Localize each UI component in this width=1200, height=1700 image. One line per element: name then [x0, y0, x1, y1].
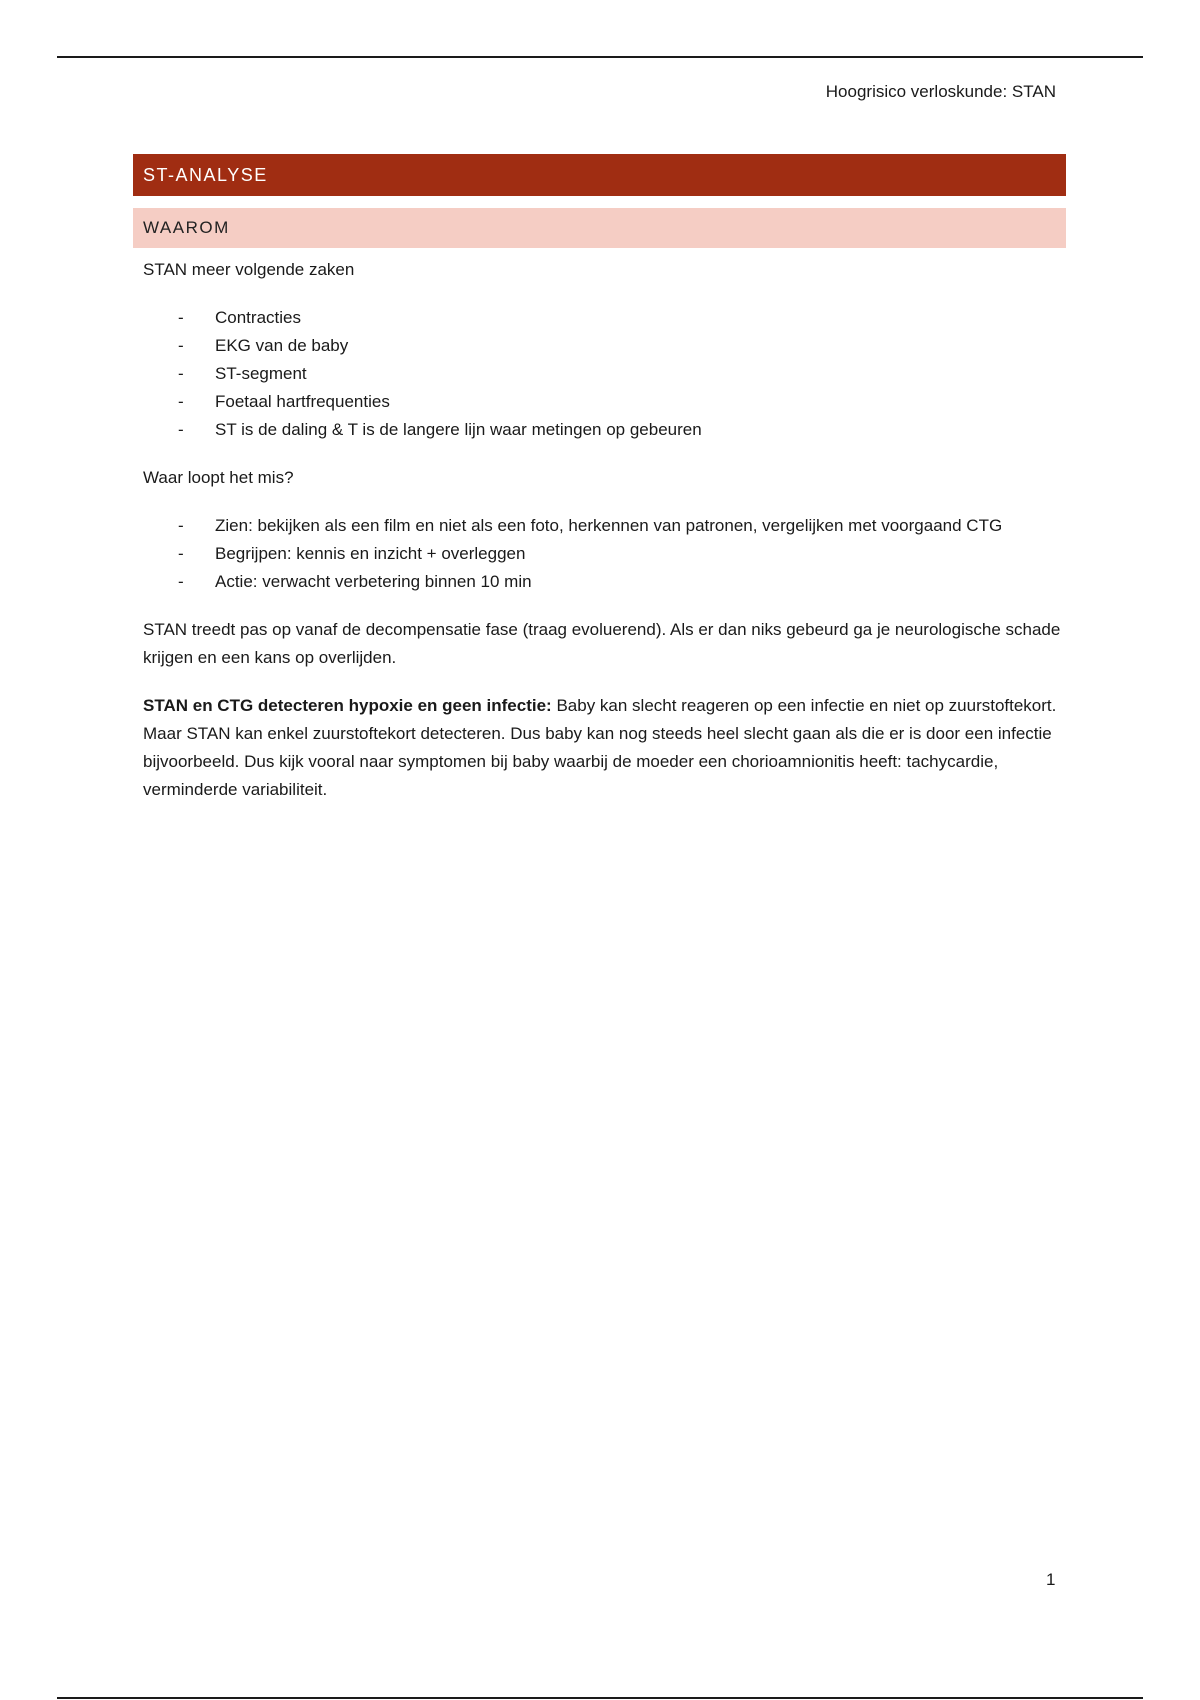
footer-rule	[57, 1697, 1143, 1699]
dash-bullet: -	[178, 308, 184, 327]
bullet-list-issues	[133, 512, 1066, 596]
list-item-text: Actie: verwacht verbetering binnen 10 min	[215, 572, 532, 591]
header-rule	[57, 56, 1143, 58]
list-item	[133, 388, 1066, 416]
list-item	[133, 540, 1066, 568]
question-paragraph: Waar loopt het mis?	[143, 468, 294, 487]
dash-bullet: -	[178, 392, 184, 411]
dash-bullet: -	[178, 364, 184, 383]
ctg-paragraph-body: Baby kan slecht reageren op een infectie en niet op zuurstoftekort. Maar STAN kan enkel zuurstoftekort detecteren. Dus baby kan nog steeds heel slecht gaan als die er is door een infectie bijvoorbeeld. Dus kijk vooral naar symptomen bij baby waarbij de moeder een chorioamnionitis heeft: tachycardie, verminderde variabiliteit.	[143, 696, 1057, 799]
list-item-text: Begrijpen: kennis en inzicht + overleggen	[215, 544, 526, 563]
stan-paragraph: STAN treedt pas op vanaf de decompensatie fase (traag evoluerend). Als er dan niks gebeurd ga je neurologische schade krijgen en een kans op overlijden.	[143, 620, 1061, 667]
intro-paragraph: STAN meer volgende zaken	[143, 260, 355, 279]
list-item	[133, 332, 1066, 360]
dash-bullet: -	[178, 544, 184, 563]
ctg-paragraph-lead: STAN en CTG detecteren hypoxie en geen infectie:	[143, 696, 552, 715]
list-item-text: ST is de daling & T is de langere lijn waar metingen op gebeuren	[215, 420, 702, 439]
section-heading: ST-ANALYSE	[133, 154, 1066, 196]
page-content	[133, 154, 1066, 804]
page-number: 1	[1046, 1570, 1056, 1589]
running-header: Hoogrisico verloskunde: STAN	[825, 82, 1056, 101]
dash-bullet: -	[178, 572, 184, 591]
list-item-text: Foetaal hartfrequenties	[215, 392, 390, 411]
list-item-text: Contracties	[215, 308, 301, 327]
list-item	[133, 304, 1066, 332]
list-item-text: Zien: bekijken als een film en niet als een foto, herkennen van patronen, vergelijken met voorgaand CTG	[215, 516, 1003, 535]
ctg-paragraph	[133, 692, 1066, 804]
dash-bullet: -	[178, 336, 184, 355]
list-item	[133, 568, 1066, 596]
dash-bullet: -	[178, 516, 184, 535]
list-item	[133, 416, 1066, 444]
bullet-list-stan	[133, 304, 1066, 444]
list-item-text: EKG van de baby	[215, 336, 349, 355]
subsection-heading: WAAROM	[133, 208, 1066, 248]
list-item	[133, 360, 1066, 388]
dash-bullet: -	[178, 420, 184, 439]
list-item	[133, 512, 1066, 540]
list-item-text: ST-segment	[215, 364, 307, 383]
